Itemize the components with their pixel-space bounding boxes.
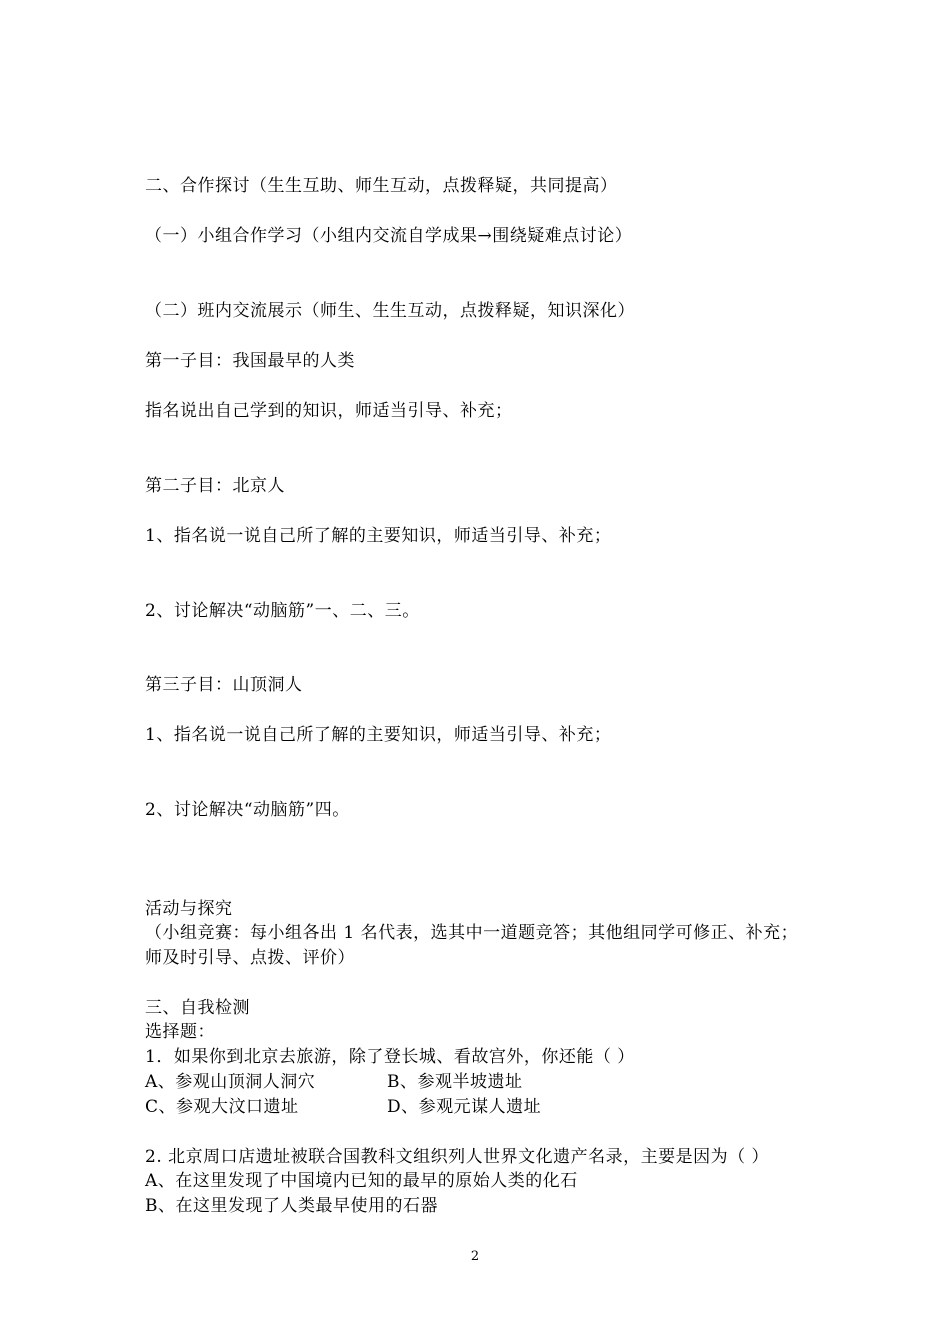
- subitem-1-text: 指名说出自己学到的知识，师适当引导、补充；: [145, 401, 513, 421]
- question-1-stem: 1．如果你到北京去旅游，除了登长城、看故宫外，你还能（ ）: [145, 1047, 635, 1067]
- question-1-option-c: C、参观大汶口遗址: [145, 1097, 299, 1117]
- subitem-3-point-1: 1、指名说一说自己所了解的主要知识，师适当引导、补充；: [145, 725, 612, 745]
- question-2-stem: 2. 北京周口店遗址被联合国教科文组织列人世界文化遗产名录，主要是因为（ ）: [145, 1147, 770, 1167]
- page-number: 2: [470, 1249, 480, 1264]
- section-2-heading: 二、合作探讨（生生互助、师生互动，点拨释疑，共同提高）: [145, 176, 618, 196]
- subsection-class-exchange: （二）班内交流展示（师生、生生互动，点拨释疑，知识深化）: [145, 301, 635, 321]
- activity-line-1: （小组竞赛：每小组各出 1 名代表，选其中一道题竞答；其他组同学可修正、补充；: [145, 923, 799, 943]
- question-2-option-b: B、在这里发现了人类最早使用的石器: [145, 1196, 438, 1216]
- question-type-label: 选择题：: [145, 1022, 215, 1042]
- subitem-3-point-2: 2、讨论解决“动脑筋”四。: [145, 800, 350, 820]
- subitem-3-title: 第三子目：山顶洞人: [145, 675, 303, 695]
- section-3-heading: 三、自我检测: [145, 998, 250, 1018]
- subitem-2-point-1: 1、指名说一说自己所了解的主要知识，师适当引导、补充；: [145, 526, 612, 546]
- subsection-group-study: （一）小组合作学习（小组内交流自学成果→围绕疑难点讨论）: [145, 226, 633, 246]
- question-1-option-a: A、参观山顶洞人洞穴: [145, 1072, 316, 1092]
- subitem-1-title: 第一子目：我国最早的人类: [145, 351, 355, 371]
- question-2-option-a: A、在这里发现了中国境内已知的最早的原始人类的化石: [145, 1171, 578, 1191]
- subitem-2-point-2: 2、讨论解决“动脑筋”一、二、三。: [145, 601, 420, 621]
- subitem-2-title: 第二子目：北京人: [145, 476, 285, 496]
- question-1-option-d: D、参观元谋人遗址: [387, 1097, 542, 1117]
- activity-title: 活动与探究: [145, 899, 233, 919]
- activity-line-2: 师及时引导、点拨、评价）: [145, 948, 355, 968]
- question-1-option-b: B、参观半坡遗址: [387, 1072, 523, 1092]
